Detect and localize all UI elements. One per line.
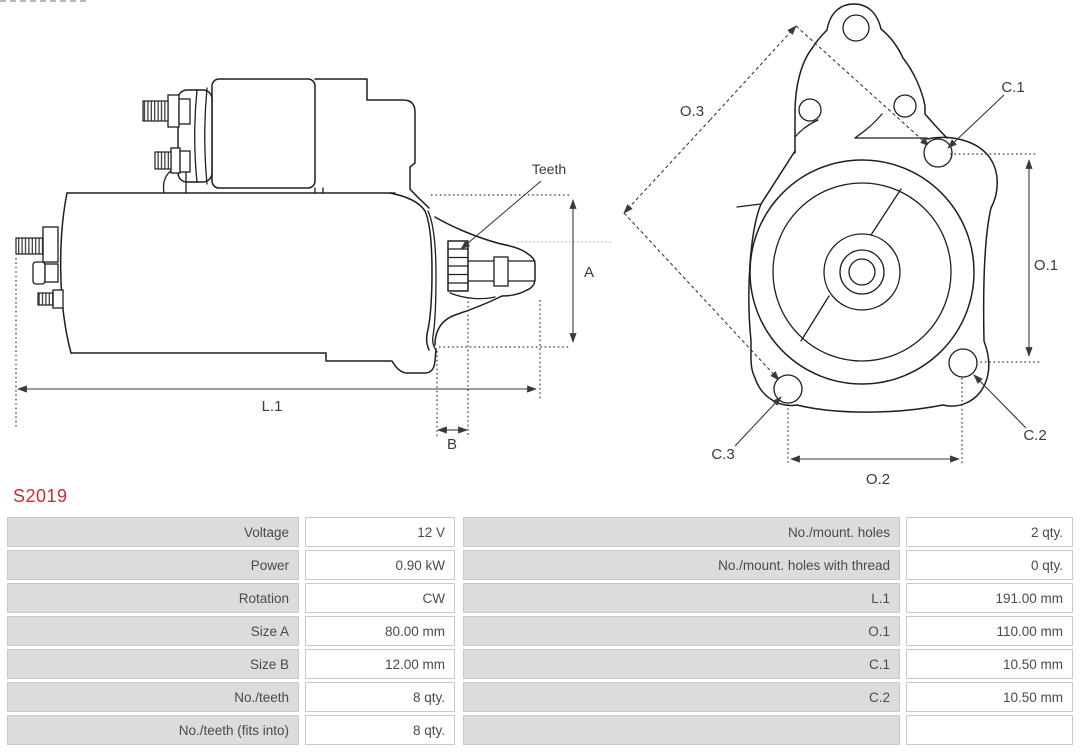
side-view-dimensions <box>16 161 612 453</box>
dimension-l1 <box>18 389 536 415</box>
spec-value-cell: 12 V <box>305 517 455 547</box>
dimension-c3-label: C.3 <box>711 446 735 463</box>
dimension-a-label: A <box>583 264 595 281</box>
bracket-hole <box>894 95 916 117</box>
spec-value-cell <box>906 715 1073 745</box>
hole-c1 <box>924 139 952 167</box>
spec-value-cell: 12.00 mm <box>305 649 455 679</box>
table-row <box>463 682 1073 712</box>
part-number: S2019 <box>13 486 68 506</box>
spec-label-cell: Power <box>7 550 299 580</box>
dimension-l1-label: L.1 <box>261 398 283 415</box>
spec-label-cell: L.1 <box>463 583 900 613</box>
spec-value-cell: 2 qty. <box>906 517 1073 547</box>
spec-label-cell: No./teeth <box>7 682 299 712</box>
hole-c2 <box>949 349 977 377</box>
table-row <box>463 616 1073 646</box>
table-row <box>7 583 455 613</box>
shaft-collar <box>494 257 508 286</box>
callout-c1 <box>948 79 1025 148</box>
dimension-c1-label: C.1 <box>1001 79 1025 96</box>
spec-label-cell: No./mount. holes with thread <box>463 550 900 580</box>
dimension-o2-label: O.2 <box>865 471 891 488</box>
housing-circles <box>750 160 974 384</box>
hole-c3 <box>774 375 802 403</box>
upper-bracket <box>795 4 947 153</box>
spec-value-cell: 8 qty. <box>305 715 455 745</box>
dimension-o2 <box>788 378 962 488</box>
spec-value-cell: 80.00 mm <box>305 616 455 646</box>
spec-value-cell: 191.00 mm <box>906 583 1073 613</box>
table-row <box>7 550 455 580</box>
callout-c2 <box>974 375 1047 444</box>
table-row <box>463 517 1073 547</box>
table-row <box>463 715 1073 745</box>
rear-through-bolts <box>16 227 63 308</box>
dimension-o1 <box>950 154 1058 362</box>
spec-label-cell: C.1 <box>463 649 900 679</box>
teeth-label: Teeth <box>531 161 567 177</box>
front-view-drawing <box>624 4 1058 488</box>
table-row <box>7 715 455 745</box>
spec-label-cell: No./teeth (fits into) <box>7 715 299 745</box>
spec-table-right <box>463 517 1073 748</box>
table-row <box>7 682 455 712</box>
dimension-a <box>573 200 594 342</box>
dimension-o3-label: O.3 <box>679 103 705 120</box>
spec-value-cell: 110.00 mm <box>906 616 1073 646</box>
spec-label-cell <box>463 715 900 745</box>
front-view-dimensions <box>624 26 1058 488</box>
dimension-b-label: B <box>446 436 458 453</box>
table-row <box>7 517 455 547</box>
bracket-hole <box>799 99 821 121</box>
dimension-o1-label: O.1 <box>1033 257 1059 274</box>
teeth-callout <box>461 161 566 249</box>
spec-value-cell: 8 qty. <box>305 682 455 712</box>
dimension-b <box>438 430 467 453</box>
table-row <box>463 550 1073 580</box>
table-row <box>7 649 455 679</box>
dimension-o3 <box>624 26 796 213</box>
dimension-c2-label: C.2 <box>1023 427 1047 444</box>
side-view-drawing <box>16 79 612 453</box>
spec-value-cell: 0.90 kW <box>305 550 455 580</box>
callout-c3 <box>711 397 781 463</box>
solenoid <box>143 79 429 208</box>
table-row <box>7 616 455 646</box>
spec-label-cell: Size B <box>7 649 299 679</box>
bracket-hole <box>843 15 869 41</box>
o3-extension-line <box>796 26 929 146</box>
spec-label-cell: Rotation <box>7 583 299 613</box>
spec-label-cell: Size A <box>7 616 299 646</box>
spec-label-cell: O.1 <box>463 616 900 646</box>
spec-value-cell: 0 qty. <box>906 550 1073 580</box>
spec-label-cell: Voltage <box>7 517 299 547</box>
spec-value-cell: 10.50 mm <box>906 682 1073 712</box>
motor-body <box>61 193 436 373</box>
spec-value-cell: CW <box>305 583 455 613</box>
spec-label-cell: C.2 <box>463 682 900 712</box>
table-row <box>463 649 1073 679</box>
spec-table-left <box>7 517 455 748</box>
spec-label-cell: No./mount. holes <box>463 517 900 547</box>
spec-value-cell: 10.50 mm <box>906 649 1073 679</box>
table-row <box>463 583 1073 613</box>
